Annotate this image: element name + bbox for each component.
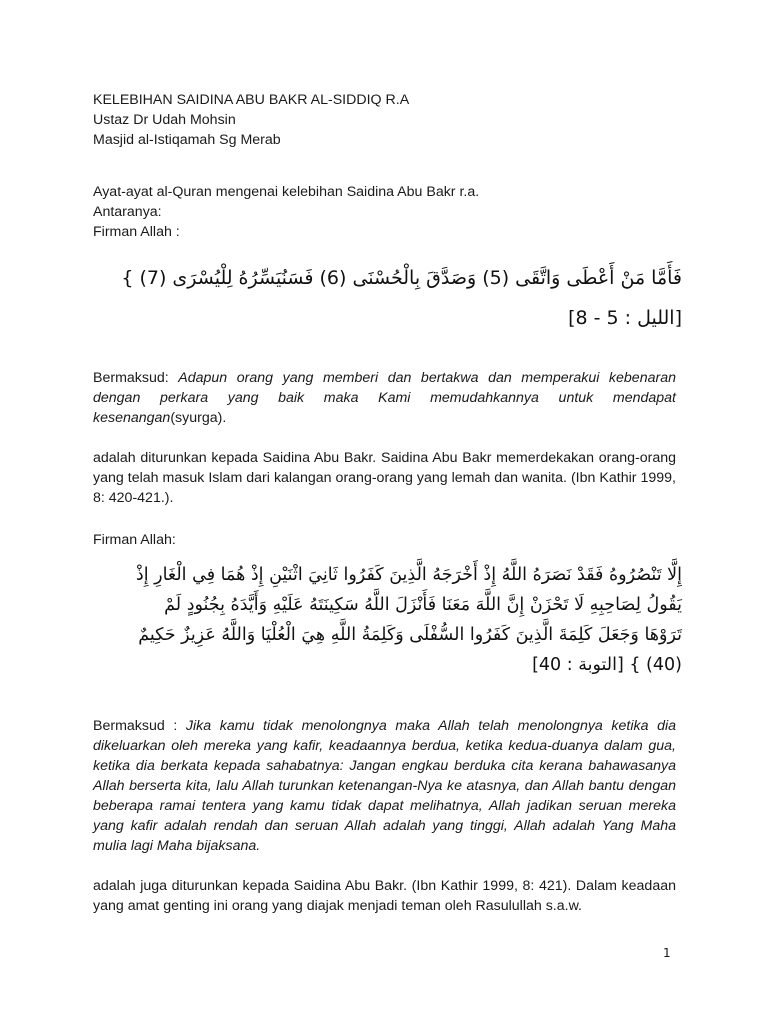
arabic-verse-line: إِلَّا تَنْصُرُوهُ فَقَدْ نَصَرَهُ اللَّهُ إِذْ أَخْرَجَهُ الَّذِينَ كَفَرُوا ثَانِيَ اثْنَيْنِ إِذْ هُمَا فِي الْغَارِ إِذْ <box>135 565 682 585</box>
venue-name: Masjid al-Istiqamah Sg Merab <box>93 132 281 148</box>
document-title: KELEBIHAN SAIDINA ABU BAKR AL-SIDDIQ R.A <box>93 92 410 108</box>
arabic-verse-line: يَقُولُ لِصَاحِبِهِ لَا تَحْزَنْ إِنَّ اللَّهَ مَعَنَا فَأَنْزَلَ اللَّهُ سَكِينَتَهُ عَلَيْهِ وَأَيَّدَهُ بِجُنُودٍ لَمْ <box>164 595 682 615</box>
author-name: Ustaz Dr Udah Mohsin <box>93 112 236 128</box>
meaning-2 <box>93 716 676 856</box>
meaning-text: Adapun orang yang memberi dan bertakwa dan memperakui kebenaran dengan perkara yang baik maka Kami memudahkannya untuk mendapat kesenangan <box>93 370 676 426</box>
meaning-1 <box>93 368 676 428</box>
commentary-1: adalah diturunkan kepada Saidina Abu Bakr. Saidina Abu Bakr memerdekakan orang-orang yang telah masuk Islam dari kalangan orang-orang yang lemah dan wanita. (Ibn Kathir 1999, 8: 420-421.). <box>93 450 676 506</box>
commentary-2: adalah juga diturunkan kepada Saidina Abu Bakr. (Ibn Kathir 1999, 8: 421). Dalam keadaan yang amat genting ini orang yang diajak menjadi teman oleh Rasulullah s.a.w. <box>93 878 676 914</box>
header-block <box>93 90 676 150</box>
page-number: 1 <box>663 946 671 960</box>
arabic-verse-line: (40) } [التوبة : 40] <box>532 655 682 675</box>
intro-line-3: Firman Allah : <box>93 224 180 240</box>
meaning-text: Jika kamu tidak menolongnya maka Allah telah menolongnya ketika dia dikeluarkan oleh mereka yang kafir, keadaannya berdua, ketika kedua-duanya dalam gua, ketika dia berkata kepada sahabatnya: Jangan engkau berduka cita kerana bahawasanya Allah berserta kita, lalu Allah turunkan ketenangan-Nya ke atasnya, dan Allah bantu dengan beberapa ramai tentera yang kamu tidak dapat melihatnya, Allah jadikan seruan mereka yang kafir adalah rendah dan seruan Allah adalah yang tinggi, Allah adalah Yang Maha mulia lagi Maha bijaksana. <box>93 718 677 854</box>
meaning-label: Bermaksud : <box>93 718 178 734</box>
intro-line-1: Ayat-ayat al-Quran mengenai kelebihan Saidina Abu Bakr r.a. <box>93 184 480 200</box>
arabic-verse-line: فَأَمَّا مَنْ أَعْطَى وَاتَّقَى (5) وَصَدَّقَ بِالْحُسْنَى (6) فَسَنُيَسِّرُهُ لِلْيُسْرَى (7) } <box>121 267 682 289</box>
arabic-verse-line: تَرَوْهَا وَجَعَلَ كَلِمَةَ الَّذِينَ كَفَرُوا السُّفْلَى وَكَلِمَةُ اللَّهِ هِيَ الْعُلْيَا وَاللَّهُ عَزِيزٌ حَكِيمٌ <box>138 625 682 645</box>
meaning-label: Bermaksud: <box>93 370 169 386</box>
intro-line-2: Antaranya: <box>93 204 162 220</box>
meaning-suffix: (syurga). <box>170 410 227 426</box>
arabic-verse-line: [الليل : 5 - 8] <box>568 307 682 329</box>
arabic-verse-at-taubah <box>86 560 682 680</box>
intro-block <box>93 182 676 242</box>
firman-heading: Firman Allah: <box>93 532 176 548</box>
arabic-verse-al-lail <box>86 258 682 338</box>
